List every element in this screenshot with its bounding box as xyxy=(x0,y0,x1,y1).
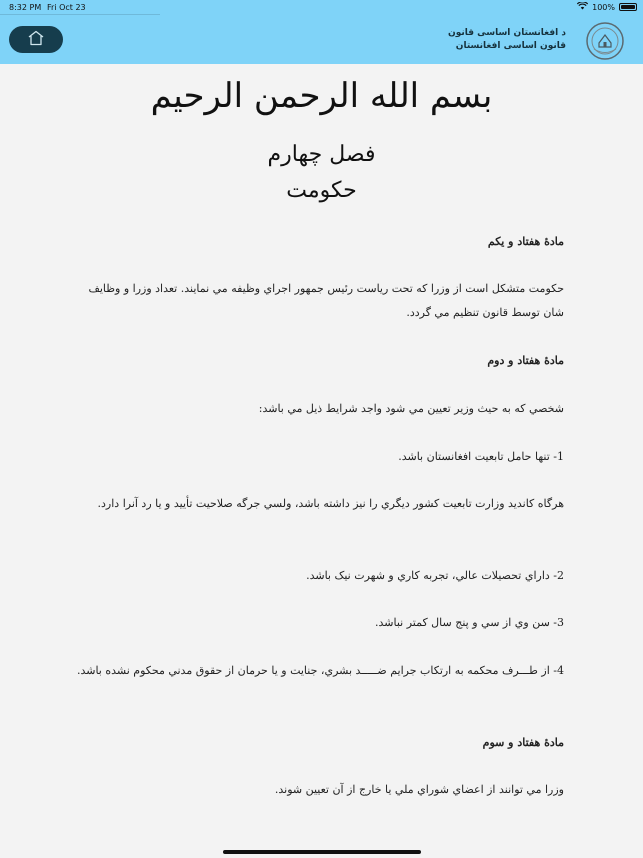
chapter-title: فصل چهارم xyxy=(267,142,376,167)
battery-icon xyxy=(619,3,637,11)
article-paragraph: حکومت متشکل است از وزرا که تحت رياست رئيس جمهور اجراي وظيفه مي نمايند. تعداد وزرا و وظايف شان توسط قانون تنظيم مي گردد. xyxy=(88,282,564,319)
status-right xyxy=(577,2,637,12)
app-header xyxy=(0,16,643,64)
article-paragraph: 2- داراي تحصيلات عالي، تجربه کاري و شهرت نيک باشد. xyxy=(306,569,564,582)
section-title: حکومت xyxy=(286,178,357,203)
article-paragraph: 1- تنها حامل تابعيت افغانستان باشد. xyxy=(398,450,564,463)
article-paragraph: 4- از طـــرف محکمه به ارتکاب جرايم ضـــــد بشري، جنايت و يا حرمان از حقوق مدني محکوم نشده باشد. xyxy=(76,664,564,677)
home-button[interactable] xyxy=(9,26,63,53)
article-heading: مادۀ هفتاد و دوم xyxy=(487,354,564,367)
article-heading: مادۀ هفتاد و يکم xyxy=(487,235,564,248)
article-paragraph: هرگاه کانديد وزارت تابعيت کشور ديگري را نيز داشته باشد، ولسي جرگه صلاحيت تأييد و يا رد آنرا دارد. xyxy=(97,497,564,510)
article-paragraph: شخصي که به حيث وزير تعيين مي شود واجد شرايط ذيل مي باشد: xyxy=(258,402,564,415)
wifi-icon xyxy=(577,2,588,12)
header-title-dari: قانون اساسی افغانستان xyxy=(455,41,566,51)
status-time: 8:32 PM xyxy=(9,3,42,12)
basmala-heading: بسم الله الرحمن الرحيم xyxy=(150,76,493,116)
home-icon xyxy=(27,30,45,50)
afghanistan-emblem-icon xyxy=(585,21,625,61)
home-indicator[interactable] xyxy=(223,850,421,854)
battery-percent: 100% xyxy=(592,2,615,12)
article-paragraph: وزرا مي توانند از اعضاي شوراي ملي يا خارج از آن تعيين شوند. xyxy=(274,783,564,796)
header-titles xyxy=(448,27,566,53)
article-paragraph: 3- سن وي از سي و پنج سال کمتر نباشد. xyxy=(374,616,564,629)
header-title-pashto: د افغانستان اساسی قانون xyxy=(448,28,566,38)
article-content xyxy=(0,64,643,814)
article-heading: مادۀ هفتاد و سوم xyxy=(482,736,564,749)
status-divider xyxy=(0,14,160,15)
status-date: Fri Oct 23 xyxy=(47,3,86,12)
